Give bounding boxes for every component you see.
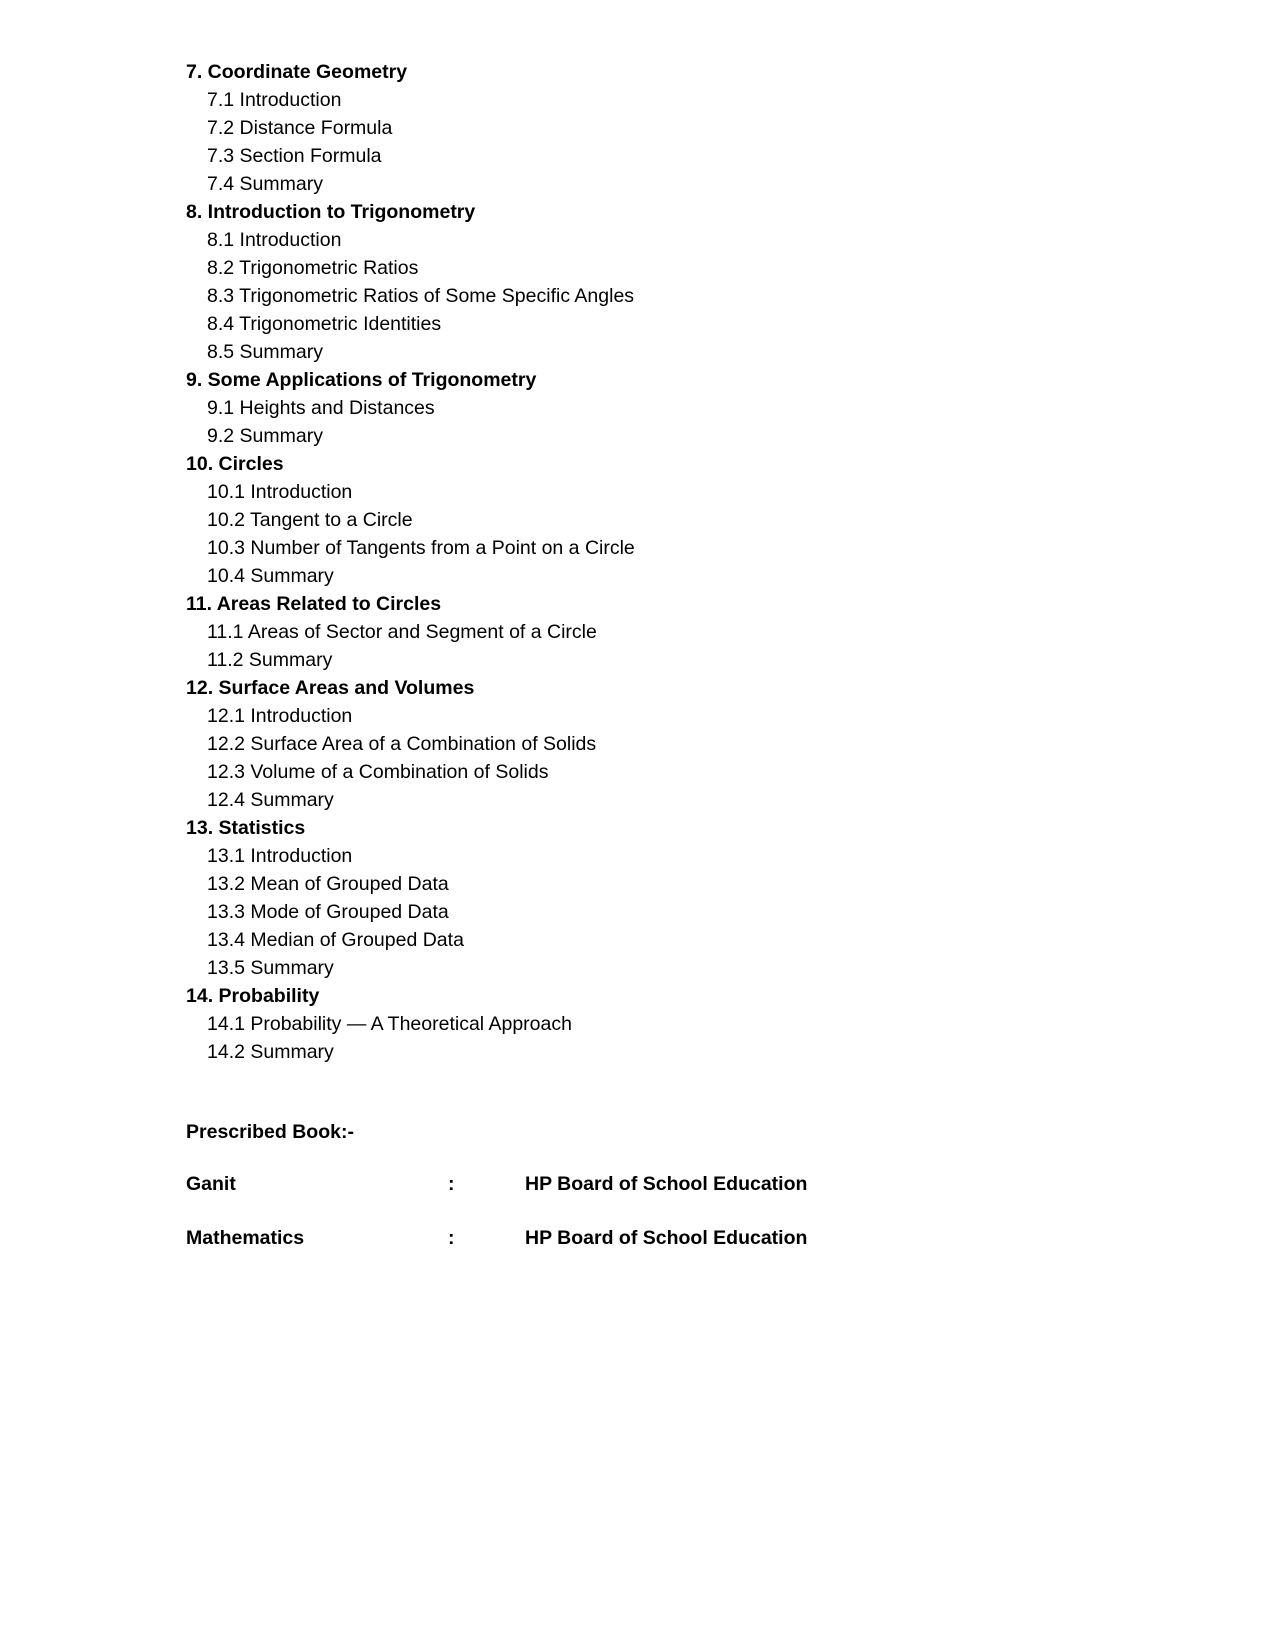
chapter-title: 10. Circles [186, 453, 284, 475]
chapter-title: 11. Areas Related to Circles [186, 593, 442, 615]
section-item: 9.2 Summary [207, 425, 323, 447]
section-list [186, 842, 1086, 982]
section-item: 7.3 Section Formula [207, 145, 382, 167]
chapter-9 [186, 366, 1086, 450]
chapter-10 [186, 450, 1086, 590]
chapter-title: 14. Probability [186, 985, 320, 1007]
section-item: 12.2 Surface Area of a Combination of Solids [207, 733, 597, 755]
chapter-title: 8. Introduction to Trigonometry [186, 201, 476, 223]
chapter-7 [186, 58, 1086, 198]
section-item: 13.5 Summary [207, 957, 334, 979]
section-list [186, 394, 1086, 450]
book-publisher: HP Board of School Education [525, 1227, 808, 1249]
chapter-12 [186, 674, 1086, 814]
prescribed-book-heading: Prescribed Book:- [186, 1121, 354, 1143]
chapter-8 [186, 198, 1086, 366]
prescribed-book-row [186, 1170, 1086, 1198]
section-item: 7.4 Summary [207, 173, 323, 195]
section-item: 10.3 Number of Tangents from a Point on a Circle [207, 537, 635, 559]
book-publisher: HP Board of School Education [525, 1173, 808, 1195]
section-list [186, 618, 1086, 674]
section-list [186, 702, 1086, 814]
chapter-title: 13. Statistics [186, 817, 306, 839]
chapter-14 [186, 982, 1086, 1066]
section-item: 8.5 Summary [207, 341, 323, 363]
section-item: 13.3 Mode of Grouped Data [207, 901, 449, 923]
book-separator: : [448, 1173, 455, 1195]
prescribed-book-row [186, 1224, 1086, 1252]
section-item: 8.4 Trigonometric Identities [207, 313, 442, 335]
section-item: 12.1 Introduction [207, 705, 353, 727]
table-of-contents [186, 58, 1086, 1066]
section-item: 10.1 Introduction [207, 481, 353, 503]
section-item: 11.1 Areas of Sector and Segment of a Circle [207, 621, 597, 643]
section-item: 12.3 Volume of a Combination of Solids [207, 761, 549, 783]
chapter-title: 7. Coordinate Geometry [186, 61, 408, 83]
section-item: 13.4 Median of Grouped Data [207, 929, 464, 951]
section-item: 9.1 Heights and Distances [207, 397, 435, 419]
section-item: 14.1 Probability — A Theoretical Approach [207, 1013, 572, 1035]
chapter-11 [186, 590, 1086, 674]
section-item: 13.1 Introduction [207, 845, 353, 867]
section-item: 8.1 Introduction [207, 229, 342, 251]
section-item: 8.2 Trigonometric Ratios [207, 257, 419, 279]
section-list [186, 226, 1086, 366]
book-name: Ganit [186, 1173, 236, 1195]
section-item: 10.2 Tangent to a Circle [207, 509, 413, 531]
chapter-13 [186, 814, 1086, 982]
section-item: 7.1 Introduction [207, 89, 342, 111]
section-item: 11.2 Summary [207, 649, 333, 671]
section-item: 10.4 Summary [207, 565, 334, 587]
book-separator: : [448, 1227, 455, 1249]
book-name: Mathematics [186, 1227, 305, 1249]
section-list [186, 1010, 1086, 1066]
chapter-title: 12. Surface Areas and Volumes [186, 677, 475, 699]
section-list [186, 86, 1086, 198]
section-item: 14.2 Summary [207, 1041, 334, 1063]
section-item: 8.3 Trigonometric Ratios of Some Specific Angles [207, 285, 635, 307]
chapter-title: 9. Some Applications of Trigonometry [186, 369, 537, 391]
section-item: 7.2 Distance Formula [207, 117, 393, 139]
section-item: 12.4 Summary [207, 789, 334, 811]
section-list [186, 478, 1086, 590]
section-item: 13.2 Mean of Grouped Data [207, 873, 449, 895]
